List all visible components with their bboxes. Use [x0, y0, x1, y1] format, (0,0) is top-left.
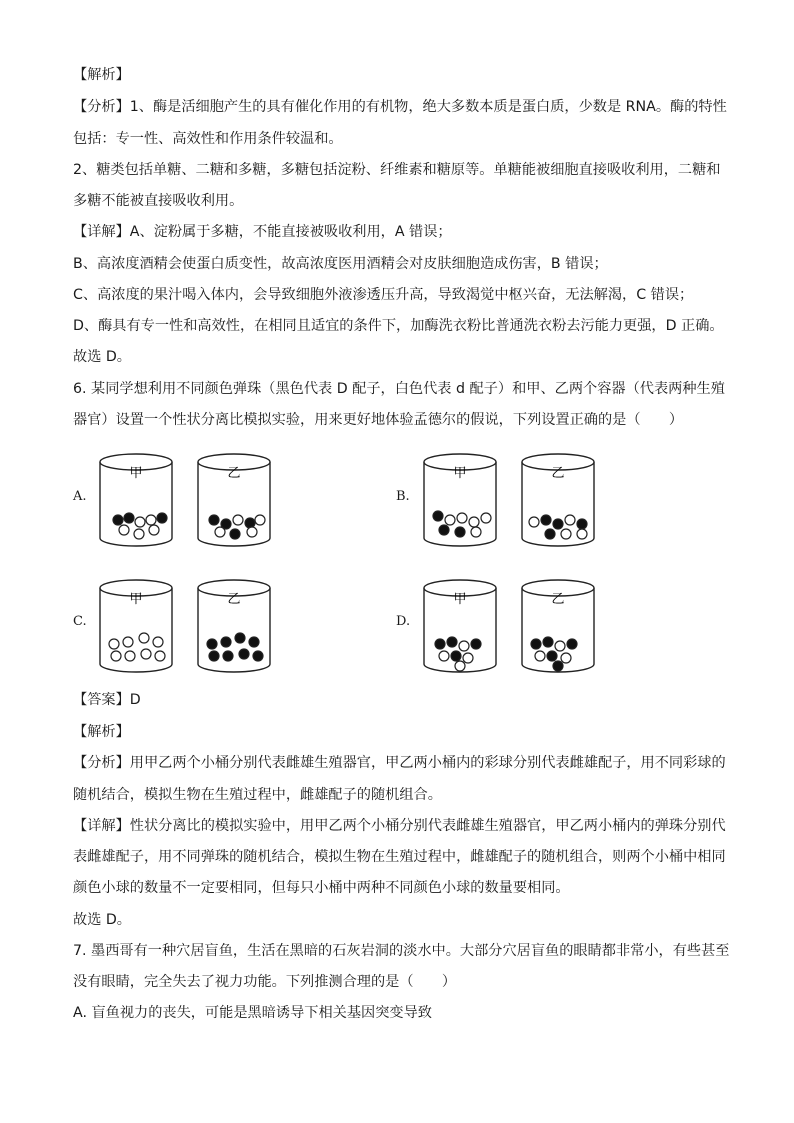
detail-line-d: D、酶具有专一性和高效性，在相同且适宜的条件下，加酶洗衣粉比普通洗衣粉去污能力更强，D 正确。 [73, 318, 724, 334]
detail-line-c: C、高浓度的果汁喝入体内，会导致细胞外液渗透压升高，导致渴觉中枢兴奋，无法解渴，C 错误； [73, 287, 694, 303]
analysis-para-1-cont: 包括：专一性、高效性和作用条件较温和。 [73, 131, 343, 147]
option-c-label: C. [73, 614, 87, 629]
label-yi: 乙 [227, 466, 241, 481]
label-jia: 甲 [129, 466, 143, 481]
analysis-heading: 【解析】 [73, 67, 130, 83]
question-7-line-1: 7. 墨西哥有一种穴居盲鱼，生活在黑暗的石灰岩洞的淡水中。大部分穴居盲鱼的眼睛都非常小，有些甚至 [73, 943, 730, 959]
option-a-figure [92, 450, 282, 550]
question-7-line-2: 没有眼睛，完全失去了视力功能。下列推测合理的是（ ） [73, 974, 457, 990]
label-jia: 甲 [129, 592, 143, 607]
label-yi: 乙 [551, 466, 565, 481]
option-d-figure [416, 576, 606, 676]
option-c-figure [92, 576, 282, 676]
analysis-para-2-cont: 多糖不能被直接吸收利用。 [73, 193, 244, 209]
analysis-2-line-1: 【分析】用甲乙两个小桶分别代表雌雄生殖器官，甲乙两小桶内的彩球分别代表雌雄配子，用不同彩球的 [73, 755, 726, 771]
analysis-para-1: 【分析】1、酶是活细胞产生的具有催化作用的有机物，绝大多数本质是蛋白质，少数是 RNA。酶的特性 [73, 99, 727, 115]
analysis-heading-2: 【解析】 [73, 724, 130, 740]
container-yi [522, 580, 594, 672]
option-a-label: A. [73, 489, 87, 504]
option-d-label: D. [396, 614, 411, 629]
detail-2-line-2: 表雌雄配子，用不同弹珠的随机结合，模拟生物在生殖过程中，雌雄配子的随机组合，则两个小桶中相同 [73, 849, 726, 865]
detail-line-a: 【详解】A、淀粉属于多糖，不能直接被吸收利用，A 错误； [73, 224, 452, 240]
conclusion-line-2: 故选 D。 [73, 912, 131, 928]
option-b-label: B. [396, 489, 410, 504]
detail-2-line-3: 颜色小球的数量不一定要相同，但每只小桶中两种不同颜色小球的数量要相同。 [73, 880, 570, 896]
label-jia: 甲 [453, 592, 467, 607]
detail-2-line-1: 【详解】性状分离比的模拟实验中，用甲乙两个小桶分别代表雌雄生殖器官，甲乙两小桶内的弹珠分别代 [73, 818, 726, 834]
answer-line: 【答案】D [73, 692, 141, 708]
label-jia: 甲 [453, 466, 467, 481]
conclusion-line: 故选 D。 [73, 349, 131, 365]
detail-line-b: B、高浓度酒精会使蛋白质变性，故高浓度医用酒精会对皮肤细胞造成伤害，B 错误； [73, 256, 608, 272]
question-6-line-2: 器官）设置一个性状分离比模拟实验，用来更好地体验孟德尔的假说，下列设置正确的是（ ） [73, 412, 684, 428]
analysis-para-2: 2、糖类包括单糖、二糖和多糖，多糖包括淀粉、纤维素和糖原等。单糖能被细胞直接吸收利用，二糖和 [73, 162, 721, 178]
question-7-option-a: A. 盲鱼视力的丧失，可能是黑暗诱导下相关基因突变导致 [73, 1005, 432, 1021]
question-6-line-1: 6. 某同学想利用不同颜色弹珠（黑色代表 D 配子，白色代表 d 配子）和甲、乙两个容器（代表两种生殖 [73, 381, 725, 397]
option-b-figure [416, 450, 606, 550]
analysis-2-line-2: 随机结合，模拟生物在生殖过程中，雌雄配子的随机组合。 [73, 787, 442, 803]
label-yi: 乙 [227, 592, 241, 607]
label-yi: 乙 [551, 592, 565, 607]
